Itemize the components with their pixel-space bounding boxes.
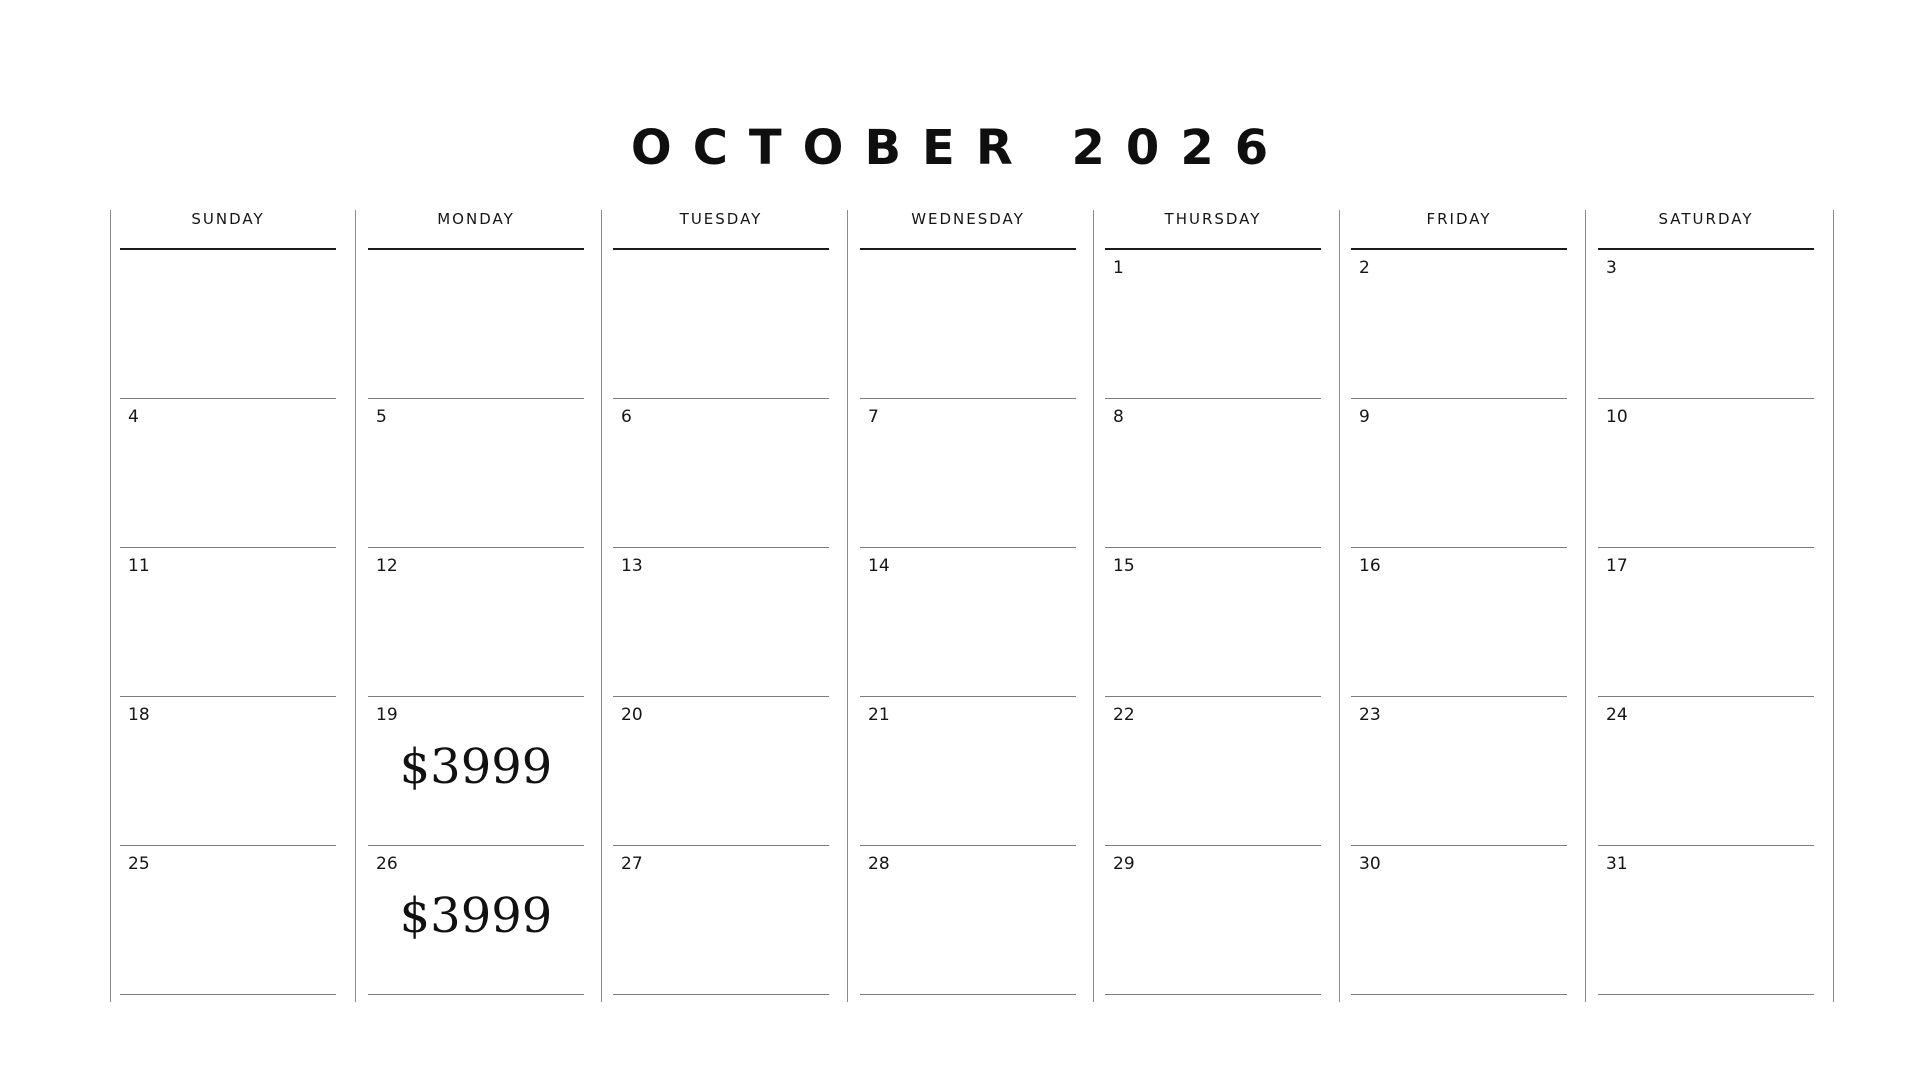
weekday-header: TUESDAY bbox=[613, 210, 829, 250]
date-number: 17 bbox=[1606, 556, 1628, 576]
date-number: 31 bbox=[1606, 854, 1628, 874]
date-number: 7 bbox=[868, 407, 879, 427]
day-cell[interactable] bbox=[1598, 250, 1814, 399]
column-divider bbox=[1585, 210, 1586, 1002]
date-number: 5 bbox=[376, 407, 387, 427]
weekday-header: FRIDAY bbox=[1351, 210, 1567, 250]
day-cell[interactable] bbox=[860, 399, 1076, 548]
date-number: 11 bbox=[128, 556, 150, 576]
date-number: 29 bbox=[1113, 854, 1135, 874]
column-divider bbox=[110, 210, 111, 1002]
day-cell[interactable] bbox=[613, 399, 829, 548]
date-number: 8 bbox=[1113, 407, 1124, 427]
day-column-wednesday bbox=[860, 210, 1076, 995]
day-cell[interactable] bbox=[120, 548, 336, 697]
day-cell[interactable] bbox=[368, 548, 584, 697]
day-cell[interactable] bbox=[1598, 846, 1814, 995]
date-number: 3 bbox=[1606, 258, 1617, 278]
date-number: 4 bbox=[128, 407, 139, 427]
date-number: 12 bbox=[376, 556, 398, 576]
day-cell[interactable] bbox=[1351, 697, 1567, 846]
day-column-tuesday bbox=[613, 210, 829, 995]
day-column-sunday bbox=[120, 210, 336, 995]
day-cell[interactable] bbox=[1351, 250, 1567, 399]
date-number: 13 bbox=[621, 556, 643, 576]
column-divider bbox=[601, 210, 602, 1002]
day-cell[interactable] bbox=[368, 846, 584, 995]
day-cell[interactable] bbox=[860, 846, 1076, 995]
date-number: 26 bbox=[376, 854, 398, 874]
day-cell[interactable] bbox=[1351, 399, 1567, 548]
day-cell[interactable] bbox=[1351, 846, 1567, 995]
column-divider bbox=[1339, 210, 1340, 1002]
day-column-saturday bbox=[1598, 210, 1814, 995]
day-cell[interactable] bbox=[368, 399, 584, 548]
day-cell[interactable] bbox=[120, 399, 336, 548]
day-cell[interactable] bbox=[1105, 399, 1321, 548]
column-divider bbox=[355, 210, 356, 1002]
weekday-header: MONDAY bbox=[368, 210, 584, 250]
day-column-monday bbox=[368, 210, 584, 995]
date-number: 22 bbox=[1113, 705, 1135, 725]
day-cell[interactable] bbox=[368, 250, 584, 399]
day-cell[interactable] bbox=[613, 697, 829, 846]
calendar-title: OCTOBER 2026 bbox=[630, 120, 1290, 176]
price-note: $3999 bbox=[399, 888, 553, 944]
day-cell[interactable] bbox=[120, 697, 336, 846]
day-cell[interactable] bbox=[368, 697, 584, 846]
day-cell[interactable] bbox=[613, 548, 829, 697]
date-number: 1 bbox=[1113, 258, 1124, 278]
date-number: 19 bbox=[376, 705, 398, 725]
weekday-header: WEDNESDAY bbox=[860, 210, 1076, 250]
date-number: 24 bbox=[1606, 705, 1628, 725]
date-number: 21 bbox=[868, 705, 890, 725]
day-cell[interactable] bbox=[860, 548, 1076, 697]
day-cell[interactable] bbox=[1105, 250, 1321, 399]
day-cell[interactable] bbox=[613, 846, 829, 995]
date-number: 28 bbox=[868, 854, 890, 874]
weekday-header: SATURDAY bbox=[1598, 210, 1814, 250]
date-number: 15 bbox=[1113, 556, 1135, 576]
day-cell[interactable] bbox=[1598, 548, 1814, 697]
date-number: 14 bbox=[868, 556, 890, 576]
date-number: 2 bbox=[1359, 258, 1370, 278]
column-divider bbox=[1093, 210, 1094, 1002]
day-column-thursday bbox=[1105, 210, 1321, 995]
column-divider bbox=[847, 210, 848, 1002]
day-cell[interactable] bbox=[860, 697, 1076, 846]
date-number: 10 bbox=[1606, 407, 1628, 427]
date-number: 27 bbox=[621, 854, 643, 874]
day-cell[interactable] bbox=[120, 846, 336, 995]
date-number: 25 bbox=[128, 854, 150, 874]
date-number: 20 bbox=[621, 705, 643, 725]
day-cell[interactable] bbox=[860, 250, 1076, 399]
weekday-header: SUNDAY bbox=[120, 210, 336, 250]
price-note: $3999 bbox=[399, 739, 553, 795]
day-cell[interactable] bbox=[1105, 548, 1321, 697]
day-column-friday bbox=[1351, 210, 1567, 995]
day-cell[interactable] bbox=[1351, 548, 1567, 697]
date-number: 16 bbox=[1359, 556, 1381, 576]
day-cell[interactable] bbox=[1105, 846, 1321, 995]
day-cell[interactable] bbox=[1105, 697, 1321, 846]
column-divider bbox=[1833, 210, 1834, 1002]
date-number: 23 bbox=[1359, 705, 1381, 725]
day-cell[interactable] bbox=[1598, 399, 1814, 548]
day-cell[interactable] bbox=[613, 250, 829, 399]
date-number: 9 bbox=[1359, 407, 1370, 427]
date-number: 30 bbox=[1359, 854, 1381, 874]
day-cell[interactable] bbox=[1598, 697, 1814, 846]
date-number: 18 bbox=[128, 705, 150, 725]
day-cell[interactable] bbox=[120, 250, 336, 399]
weekday-header: THURSDAY bbox=[1105, 210, 1321, 250]
date-number: 6 bbox=[621, 407, 632, 427]
